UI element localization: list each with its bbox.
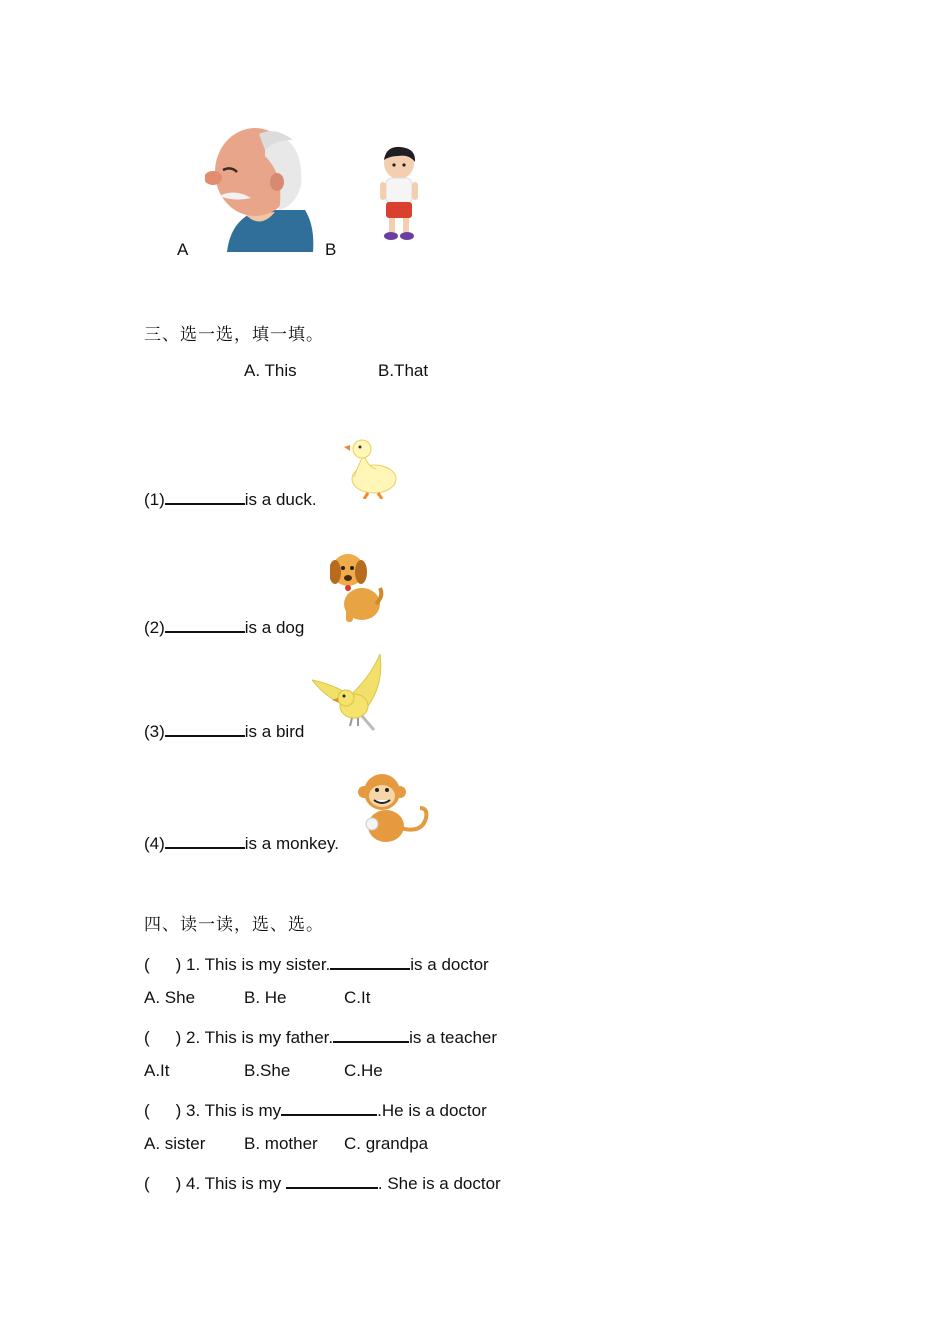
answer-blank[interactable] — [165, 720, 245, 737]
q1-option-c: C.It — [344, 988, 371, 1007]
boy-picture — [376, 146, 422, 242]
question-3 — [144, 1099, 487, 1119]
option-a: A. This — [244, 361, 297, 380]
item-number: (2) — [144, 618, 165, 637]
bird-icon — [312, 654, 386, 732]
section3-title: 三、选一选，填一填。 — [144, 325, 324, 345]
q3-option-a: A. sister — [144, 1134, 206, 1153]
q2-option-a: A.It — [144, 1061, 170, 1080]
option-b: B.That — [378, 361, 429, 380]
item-text: is a bird — [244, 722, 305, 741]
item-number: (4) — [144, 834, 165, 853]
paren-open: ( — [144, 1028, 150, 1047]
question-suffix: .He is a doctor — [377, 1101, 487, 1120]
item-text: is a monkey. — [244, 834, 339, 853]
answer-blank[interactable] — [333, 1026, 409, 1043]
q2-option-c: C.He — [344, 1061, 383, 1080]
question-suffix: . She is a doctor — [377, 1174, 501, 1193]
fill-item-1 — [144, 488, 317, 508]
question-prefix: ) 2. This is my father. — [175, 1028, 334, 1047]
grandpa-picture — [205, 126, 315, 252]
answer-blank[interactable] — [165, 832, 245, 849]
question-prefix: ) 4. This is my — [175, 1174, 286, 1193]
answer-blank[interactable] — [281, 1099, 377, 1116]
fill-item-2 — [144, 616, 304, 636]
item-text: is a duck. — [244, 490, 317, 509]
picture-label-a: A — [177, 240, 189, 259]
fill-item-4 — [144, 832, 339, 852]
q3-option-c: C. grandpa — [344, 1134, 429, 1153]
answer-blank[interactable] — [286, 1172, 378, 1189]
question-prefix: ) 1. This is my sister. — [175, 955, 331, 974]
question-4 — [144, 1172, 501, 1192]
q1-option-a: A. She — [144, 988, 196, 1007]
question-suffix: is a teacher — [409, 1028, 498, 1047]
q1-option-b: B. He — [244, 988, 287, 1007]
item-number: (1) — [144, 490, 165, 509]
answer-blank[interactable] — [165, 488, 245, 505]
q2-option-b: B.She — [244, 1061, 291, 1080]
answer-paren-blank[interactable] — [150, 955, 176, 970]
answer-paren-blank[interactable] — [150, 1174, 176, 1189]
fill-item-3 — [144, 720, 304, 740]
picture-label-b: B — [325, 240, 337, 259]
dog-icon — [330, 548, 384, 624]
question-prefix: ) 3. This is my — [175, 1101, 282, 1120]
answer-paren-blank[interactable] — [150, 1028, 176, 1043]
answer-blank[interactable] — [330, 953, 410, 970]
paren-open: ( — [144, 955, 150, 974]
q3-option-b: B. mother — [244, 1134, 318, 1153]
item-number: (3) — [144, 722, 165, 741]
section4-title: 四、读一读，选、选。 — [144, 915, 324, 935]
question-2 — [144, 1026, 497, 1046]
paren-open: ( — [144, 1101, 150, 1120]
answer-paren-blank[interactable] — [150, 1101, 176, 1116]
paren-open: ( — [144, 1174, 150, 1193]
question-1 — [144, 953, 489, 973]
duck-icon — [344, 437, 398, 499]
item-text: is a dog — [244, 618, 305, 637]
answer-blank[interactable] — [165, 616, 245, 633]
question-suffix: is a doctor — [410, 955, 489, 974]
monkey-icon — [356, 768, 430, 846]
